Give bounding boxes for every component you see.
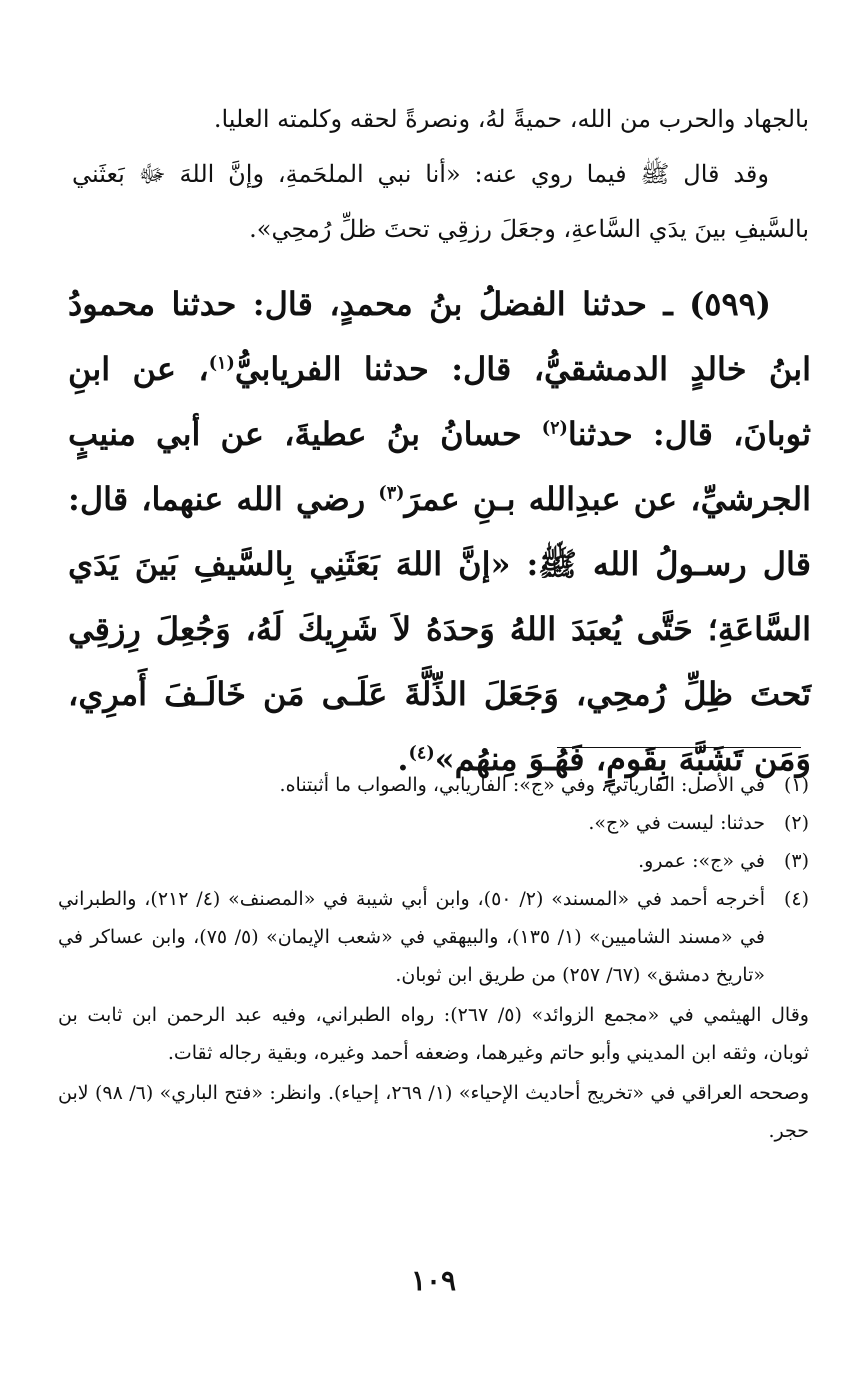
hadith-599 [68, 272, 811, 792]
hadith-part-3: حسانُ بنُ عطيةَ، عن أبي منيبٍ الجرشيِّ، عن عبدِالله بـنِ عمرَ [68, 415, 811, 518]
footnote-2 [58, 804, 809, 842]
hadith-part-1: (٥٩٩) ـ حدثنا الفضلُ بنُ محمدٍ، قال: حدثنا محمودُ ابنُ خالدٍ الدمشقيُّ، قال: حدثنا الفريابيُّ [68, 285, 812, 388]
footnote-text: في الأصل: الفارياتي، وفي «ج»: الفاريابي، والصواب ما أثبتناه. [279, 774, 765, 796]
footnote-ref-1: (١) [208, 352, 235, 374]
footnotes [58, 766, 809, 1150]
page-number: ١٠٩ [410, 1264, 457, 1297]
hadith-end: . [397, 740, 409, 778]
footnote-ref-3: (٣) [378, 482, 405, 504]
intro-line: بالجهاد والحرب من الله، حميةً لهُ، ونصرةً لحقه وكلمته العليا. [213, 105, 809, 133]
intro-text [72, 92, 809, 257]
footnote-divider [557, 747, 801, 748]
footnote-ref-2: (٢) [541, 417, 568, 439]
footnote-number: (٤) [783, 888, 809, 910]
hadith-part-4: رضي الله عنهما، قال: قال رسـولُ الله ﷺ: «إنَّ اللهَ بَعَثَنِي بِالسَّيفِ بَينَ يَدَي السَّاعَةِ؛ حَتَّى يُعبَدَ اللهُ وَحدَهُ لاَ شَرِيكَ لَهُ، وَجُعِلَ رِزقِي تَحتَ ظِلِّ رُمحِي، وَجَعَلَ الذِّلَّةَ عَلَـى مَن خَالَـفَ أَمرِي، وَمَن تَشَبَّهَ بِقَومٍ، فَهُـوَ مِنهُم» [68, 480, 812, 778]
footnote-number: (١) [783, 774, 809, 796]
footnote-3 [58, 842, 809, 880]
intro-paragraph: وقد قال ﷺ فيما روي عنه: «أنا نبي الملحَمةِ، وإنَّ اللهَ ﷻ بَعثَني بالسَّيفِ بينَ يدَي السَّاعةِ، وجعَلَ رزقِي تحتَ ظلِّ رُمحِي». [72, 160, 809, 243]
footnote-ref-4: (٤) [408, 742, 435, 764]
footnote-4-continuation-1: وقال الهيثمي في «مجمع الزوائد» (٥/ ٢٦٧): رواه الطبراني، وفيه عبد الرحمن ابن ثابت بن ثوبان، وثقه ابن المديني وأبو حاتم وغيرهما، وضعفه أحمد وغيره، وبقية رجاله ثقات. [58, 1004, 809, 1064]
hadith-part-2: ، عن ابنِ ثوبانَ، قال: حدثنا [68, 350, 812, 453]
footnote-number: (٢) [783, 812, 809, 834]
footnote-number: (٣) [783, 850, 809, 872]
footnote-4 [58, 880, 809, 994]
footnote-1 [58, 766, 809, 804]
footnote-text: حدثنا: ليست في «ج». [588, 812, 765, 834]
footnote-text: أخرجه أحمد في «المسند» (٢/ ٥٠)، وابن أبي شيبة في «المصنف» (٤/ ٢١٢)، والطبراني في «مسند الشاميين» (١/ ١٣٥)، والبيهقي في «شعب الإيمان» (٥/ ٧٥)، وابن عساكر في «تاريخ دمشق» (٦٧/ ٢٥٧) من طريق ابن ثوبان. [58, 888, 765, 986]
footnote-text: في «ج»: عمرو. [638, 850, 765, 872]
hadith-text [68, 272, 811, 792]
footnote-4-continuation-2: وصححه العراقي في «تخريج أحاديث الإحياء» (١/ ٢٦٩، إحياء). وانظر: «فتح الباري» (٦/ ٩٨) لابن حجر. [58, 1082, 809, 1142]
